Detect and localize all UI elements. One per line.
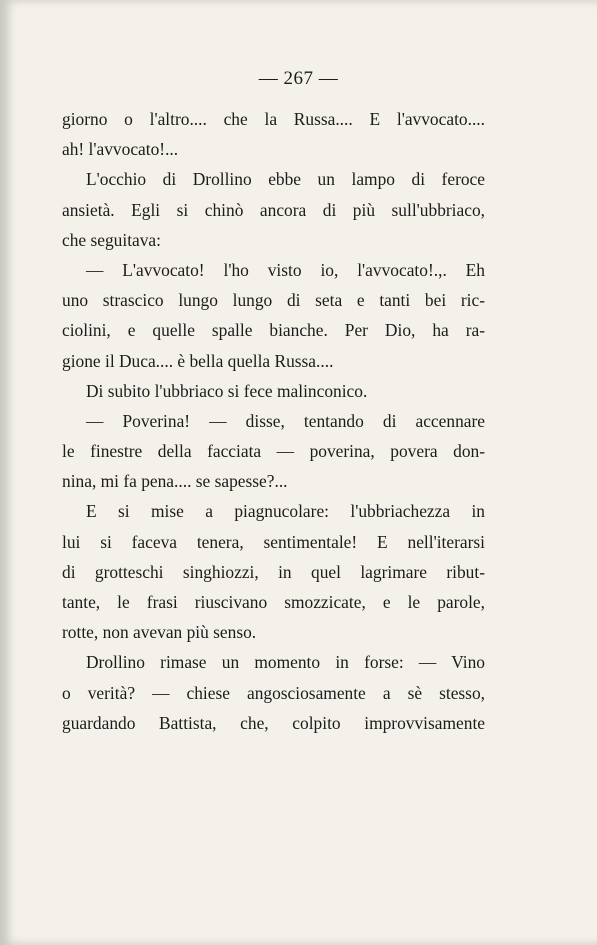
- text-line: nina, mi fa pena.... se sapesse?...: [62, 471, 288, 492]
- text-line: ansietà. Egli si chinò ancora di più sull'ubbriaco,: [62, 199, 485, 220]
- text-line: — Poverina! — disse, tentando di accennare: [86, 410, 485, 431]
- text-line: di grotteschi singhiozzi, in quel lagrimare ribut-: [62, 561, 485, 582]
- text-line: L'occhio di Drollino ebbe un lampo di feroce: [86, 169, 485, 190]
- text-line: ciolini, e quelle spalle bianche. Per Dio, ha ra-: [62, 320, 485, 341]
- text-line: che seguitava:: [62, 229, 161, 250]
- text-line: gione il Duca.... è bella quella Russa....: [62, 350, 334, 371]
- text-line: le finestre della facciata — poverina, povera don-: [62, 441, 485, 462]
- text-line: ah! l'avvocato!...: [62, 139, 179, 160]
- text-line: E si mise a piagnucolare: l'ubbriachezza in: [86, 501, 485, 522]
- text-line: tante, le frasi riuscivano smozzicate, e le parole,: [62, 592, 485, 612]
- text-line: giorno o l'altro.... che la Russa.... E l'avvocato....: [62, 109, 485, 129]
- page-number: — 267 —: [258, 68, 339, 89]
- text-line: guardando Battista, che, colpito improvvisamente: [62, 712, 485, 733]
- text-line: — L'avvocato! l'ho visto io, l'avvocato!.,. Eh: [86, 259, 485, 280]
- text-line: Drollino rimase un momento in forse: — Vino: [86, 652, 485, 673]
- text-line: uno strascico lungo lungo di seta e tanti bei ric-: [62, 290, 485, 311]
- text-line: rotte, non avevan più senso.: [62, 622, 257, 643]
- text-line: lui si faceva tenera, sentimentale! E nell'iterarsi: [62, 531, 485, 552]
- body-text: [62, 104, 485, 738]
- text-line: Di subito l'ubbriaco si fece malinconico.: [86, 380, 368, 401]
- text-line: o verità? — chiese angosciosamente a sè stesso,: [62, 682, 485, 703]
